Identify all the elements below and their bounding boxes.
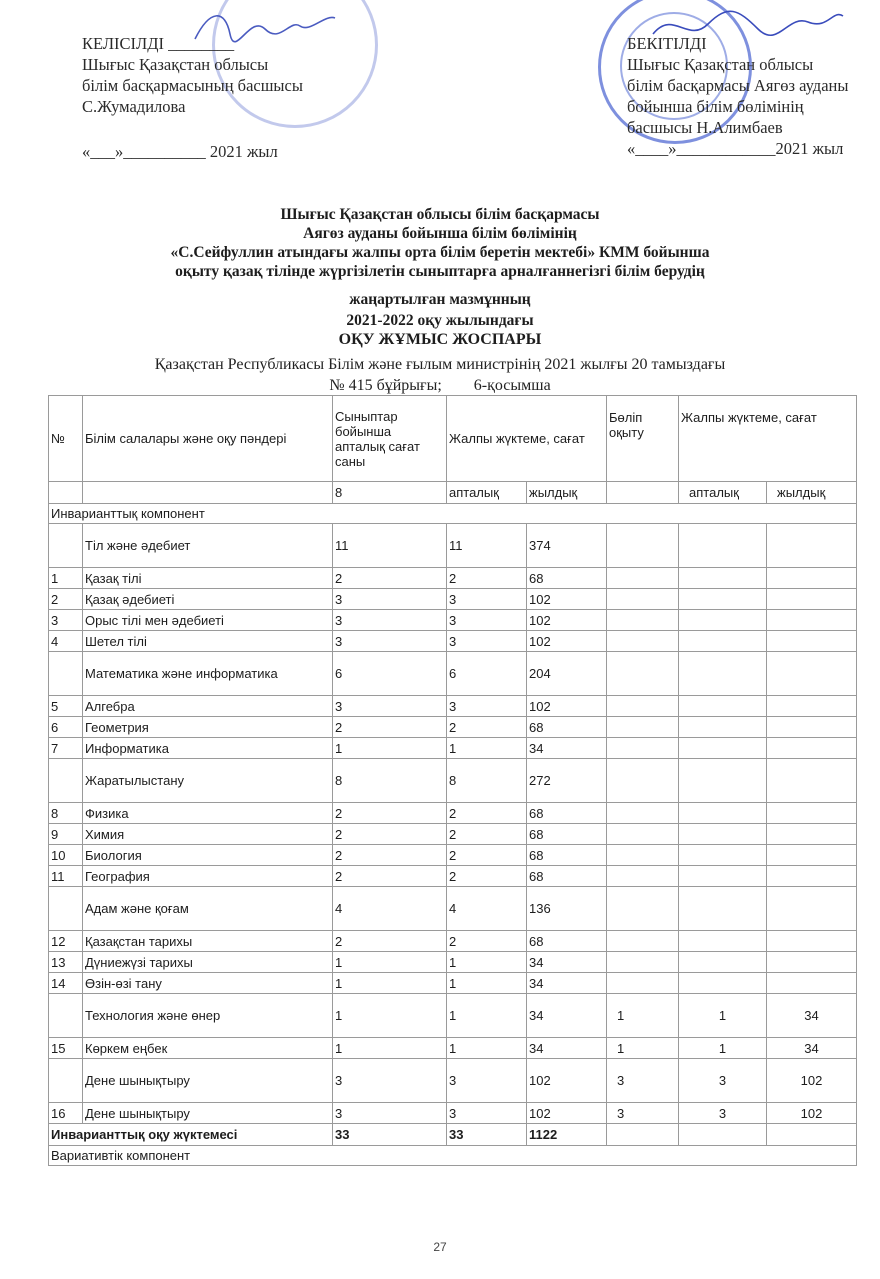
- invariant-label: Инварианттық компонент: [49, 504, 857, 524]
- row-split: [607, 589, 679, 610]
- row-weekly-2: 1: [679, 1038, 767, 1059]
- row-yearly: 34: [527, 973, 607, 994]
- row-weekly: 2: [447, 803, 527, 824]
- total-row: [49, 1124, 857, 1146]
- row-subject: Геометрия: [83, 717, 333, 738]
- row-yearly-2: [767, 524, 857, 568]
- variative-section-row: [49, 1146, 857, 1166]
- row-yearly-2: 34: [767, 994, 857, 1038]
- table-row: [49, 994, 857, 1038]
- row-grade8: 8: [333, 759, 447, 803]
- row-split: [607, 759, 679, 803]
- row-yearly: 34: [527, 952, 607, 973]
- row-weekly-2: [679, 652, 767, 696]
- row-yearly-2: [767, 738, 857, 759]
- row-yearly-2: [767, 652, 857, 696]
- row-grade8: 2: [333, 803, 447, 824]
- row-num: 2: [49, 589, 83, 610]
- row-yearly-2: [767, 610, 857, 631]
- row-yearly: 34: [527, 1038, 607, 1059]
- row-weekly-2: [679, 931, 767, 952]
- row-yearly: 68: [527, 931, 607, 952]
- row-yearly-2: [767, 952, 857, 973]
- row-grade8: 3: [333, 610, 447, 631]
- row-split: [607, 738, 679, 759]
- row-weekly: 3: [447, 610, 527, 631]
- subheader-weekly-2: апталық: [679, 482, 767, 504]
- row-yearly: 102: [527, 696, 607, 717]
- row-split: [607, 610, 679, 631]
- table-row: [49, 824, 857, 845]
- header-total-load: Жалпы жүктеме, сағат: [447, 396, 607, 482]
- row-yearly-2: [767, 759, 857, 803]
- total-grade8: 33: [333, 1124, 447, 1146]
- subheader-weekly: апталық: [447, 482, 527, 504]
- subtitle-line1: Қазақстан Республикасы Білім және ғылым министрінің 2021 жылғы 20 тамыздағы: [154, 356, 726, 373]
- row-weekly: 6: [447, 652, 527, 696]
- doc-title-line5: жаңартылған мазмұнның: [349, 291, 531, 308]
- row-yearly-2: 34: [767, 1038, 857, 1059]
- doc-title-line6: 2021-2022 оқу жылындағы: [346, 312, 534, 329]
- row-subject: Жаратылыстану: [83, 759, 333, 803]
- row-num: 4: [49, 631, 83, 652]
- row-weekly: 3: [447, 1103, 527, 1124]
- row-yearly-2: [767, 696, 857, 717]
- row-subject: Адам және қоғам: [83, 887, 333, 931]
- approval-right-line4: бойынша білім бөлімінің: [627, 97, 804, 116]
- row-weekly: 2: [447, 824, 527, 845]
- row-weekly-2: [679, 524, 767, 568]
- row-yearly: 102: [527, 1059, 607, 1103]
- row-yearly-2: [767, 631, 857, 652]
- row-num: 16: [49, 1103, 83, 1124]
- row-yearly: 34: [527, 738, 607, 759]
- row-subject: География: [83, 866, 333, 887]
- table-row: [49, 952, 857, 973]
- table-row: [49, 652, 857, 696]
- subheader-grade: 8: [333, 482, 447, 504]
- doc-title-line7: ОҚУ ЖҰМЫС ЖОСПАРЫ: [338, 331, 542, 348]
- row-weekly-2: [679, 824, 767, 845]
- row-grade8: 3: [333, 589, 447, 610]
- table-row: [49, 759, 857, 803]
- row-grade8: 3: [333, 631, 447, 652]
- row-weekly: 1: [447, 1038, 527, 1059]
- row-weekly-2: [679, 631, 767, 652]
- subtitle-line2: № 415 бұйрығы; 6-қосымша: [329, 377, 551, 394]
- row-weekly-2: [679, 717, 767, 738]
- row-grade8: 2: [333, 866, 447, 887]
- row-yearly: 102: [527, 631, 607, 652]
- row-yearly-2: 102: [767, 1059, 857, 1103]
- row-yearly: 102: [527, 1103, 607, 1124]
- row-yearly-2: [767, 931, 857, 952]
- row-yearly-2: 102: [767, 1103, 857, 1124]
- row-yearly: 272: [527, 759, 607, 803]
- row-grade8: 4: [333, 887, 447, 931]
- row-yearly-2: [767, 803, 857, 824]
- row-subject: Математика және информатика: [83, 652, 333, 696]
- row-weekly-2: [679, 866, 767, 887]
- row-weekly: 1: [447, 973, 527, 994]
- row-subject: Қазақ тілі: [83, 568, 333, 589]
- row-grade8: 2: [333, 931, 447, 952]
- row-split: [607, 568, 679, 589]
- row-yearly-2: [767, 717, 857, 738]
- row-split: [607, 631, 679, 652]
- table-row: [49, 568, 857, 589]
- row-weekly-2: 1: [679, 994, 767, 1038]
- row-grade8: 2: [333, 717, 447, 738]
- row-weekly-2: [679, 887, 767, 931]
- row-subject: Шетел тілі: [83, 631, 333, 652]
- table-row: [49, 717, 857, 738]
- table-row: [49, 866, 857, 887]
- row-yearly: 136: [527, 887, 607, 931]
- approval-left-line1: КЕЛІСІЛДІ ________: [82, 34, 235, 53]
- row-grade8: 3: [333, 1059, 447, 1103]
- approval-right-line1: БЕКІТІЛДІ: [627, 34, 707, 53]
- approval-left-line3: білім басқармасының басшысы: [82, 76, 303, 95]
- row-yearly: 374: [527, 524, 607, 568]
- table-row: [49, 589, 857, 610]
- doc-title-line4: оқыту қазақ тілінде жүргізілетін сыныптарға арналғаннегізгі білім берудің: [175, 263, 705, 280]
- row-split: [607, 652, 679, 696]
- row-weekly-2: 3: [679, 1103, 767, 1124]
- table-row: [49, 845, 857, 866]
- table-header-row: [49, 396, 857, 482]
- table-row: [49, 1059, 857, 1103]
- row-num: 9: [49, 824, 83, 845]
- row-yearly: 102: [527, 610, 607, 631]
- row-weekly-2: [679, 696, 767, 717]
- row-subject: Физика: [83, 803, 333, 824]
- row-weekly: 2: [447, 568, 527, 589]
- approval-right-line2: Шығыс Қазақстан облысы: [627, 55, 814, 74]
- approval-right-date: «____»____________2021 жыл: [627, 139, 844, 158]
- row-weekly-2: [679, 610, 767, 631]
- row-yearly-2: [767, 866, 857, 887]
- approval-left-line4: С.Жумадилова: [82, 97, 186, 116]
- row-grade8: 1: [333, 973, 447, 994]
- row-subject: Биология: [83, 845, 333, 866]
- row-yearly: 68: [527, 717, 607, 738]
- row-split: [607, 845, 679, 866]
- row-weekly-2: [679, 803, 767, 824]
- row-subject: Дене шынықтыру: [83, 1059, 333, 1103]
- row-num: 3: [49, 610, 83, 631]
- row-num: [49, 759, 83, 803]
- row-split: [607, 973, 679, 994]
- row-grade8: 1: [333, 994, 447, 1038]
- row-weekly-2: [679, 952, 767, 973]
- approval-right-line3: білім басқармасы Аягөз ауданы: [627, 76, 849, 95]
- header-total-load-2: Жалпы жүктеме, сағат: [679, 396, 857, 482]
- doc-title-line3: «С.Сейфуллин атындағы жалпы орта білім беретін мектебі» КММ бойынша: [170, 244, 710, 261]
- row-yearly-2: [767, 568, 857, 589]
- page-number: 27: [433, 1240, 447, 1254]
- table-row: [49, 1103, 857, 1124]
- row-num: 8: [49, 803, 83, 824]
- row-yearly: 68: [527, 845, 607, 866]
- row-split: 3: [607, 1059, 679, 1103]
- row-weekly: 3: [447, 1059, 527, 1103]
- table-row: [49, 610, 857, 631]
- row-split: 1: [607, 1038, 679, 1059]
- row-yearly-2: [767, 824, 857, 845]
- row-split: [607, 717, 679, 738]
- row-num: 11: [49, 866, 83, 887]
- row-num: 10: [49, 845, 83, 866]
- header-split: Бөліп оқыту: [607, 396, 679, 482]
- table-row: [49, 887, 857, 931]
- row-subject: Өзін-өзі тану: [83, 973, 333, 994]
- row-weekly: 3: [447, 696, 527, 717]
- row-weekly: 3: [447, 631, 527, 652]
- table-row: [49, 1038, 857, 1059]
- row-num: 15: [49, 1038, 83, 1059]
- table-row: [49, 524, 857, 568]
- row-grade8: 1: [333, 952, 447, 973]
- row-subject: Алгебра: [83, 696, 333, 717]
- row-weekly-2: [679, 973, 767, 994]
- row-weekly-2: [679, 759, 767, 803]
- row-weekly: 8: [447, 759, 527, 803]
- row-split: 1: [607, 994, 679, 1038]
- variative-label: Вариативтік компонент: [49, 1146, 857, 1166]
- row-subject: Технология және өнер: [83, 994, 333, 1038]
- row-yearly-2: [767, 845, 857, 866]
- row-split: 3: [607, 1103, 679, 1124]
- row-weekly: 1: [447, 994, 527, 1038]
- row-num: 14: [49, 973, 83, 994]
- approval-left-date: «___»__________ 2021 жыл: [82, 142, 278, 161]
- row-num: 6: [49, 717, 83, 738]
- row-weekly: 1: [447, 738, 527, 759]
- row-yearly: 68: [527, 866, 607, 887]
- total-yearly: 1122: [527, 1124, 607, 1146]
- row-grade8: 1: [333, 738, 447, 759]
- row-split: [607, 887, 679, 931]
- table-row: [49, 738, 857, 759]
- row-subject: Қазақ әдебиеті: [83, 589, 333, 610]
- row-subject: Орыс тілі мен әдебиеті: [83, 610, 333, 631]
- row-yearly-2: [767, 589, 857, 610]
- row-weekly: 11: [447, 524, 527, 568]
- row-weekly: 4: [447, 887, 527, 931]
- row-num: [49, 994, 83, 1038]
- row-num: 7: [49, 738, 83, 759]
- row-weekly: 2: [447, 866, 527, 887]
- row-subject: Дене шынықтыру: [83, 1103, 333, 1124]
- row-num: 5: [49, 696, 83, 717]
- row-weekly: 2: [447, 931, 527, 952]
- row-grade8: 2: [333, 845, 447, 866]
- row-grade8: 3: [333, 696, 447, 717]
- row-split: [607, 866, 679, 887]
- row-subject: Көркем еңбек: [83, 1038, 333, 1059]
- row-subject: Информатика: [83, 738, 333, 759]
- row-yearly-2: [767, 973, 857, 994]
- row-subject: Тіл және әдебиет: [83, 524, 333, 568]
- row-yearly: 68: [527, 824, 607, 845]
- subheader-yearly: жылдық: [527, 482, 607, 504]
- invariant-section-row: [49, 504, 857, 524]
- row-num: [49, 524, 83, 568]
- table-row: [49, 696, 857, 717]
- row-num: [49, 887, 83, 931]
- approval-right-line5: басшысы Н.Алимбаев: [627, 118, 783, 137]
- row-weekly-2: 3: [679, 1059, 767, 1103]
- row-split: [607, 824, 679, 845]
- approval-right: [627, 33, 877, 159]
- row-subject: Қазақстан тарихы: [83, 931, 333, 952]
- row-weekly-2: [679, 568, 767, 589]
- row-split: [607, 952, 679, 973]
- total-label: Инварианттық оқу жүктемесі: [49, 1124, 333, 1146]
- curriculum-table: [48, 395, 857, 1166]
- total-weekly: 33: [447, 1124, 527, 1146]
- doc-title-line1: Шығыс Қазақстан облысы білім басқармасы: [280, 206, 600, 223]
- row-grade8: 11: [333, 524, 447, 568]
- row-grade8: 6: [333, 652, 447, 696]
- approval-left-line2: Шығыс Қазақстан облысы: [82, 55, 269, 74]
- row-weekly: 3: [447, 589, 527, 610]
- table-row: [49, 973, 857, 994]
- header-weekly-hours: Сыныптар бойынша апталық сағат саны: [333, 396, 447, 482]
- row-num: 1: [49, 568, 83, 589]
- table-subheader-row: [49, 482, 857, 504]
- table-row: [49, 931, 857, 952]
- row-subject: Дүниежүзі тарихы: [83, 952, 333, 973]
- row-yearly: 204: [527, 652, 607, 696]
- row-yearly-2: [767, 887, 857, 931]
- table-row: [49, 631, 857, 652]
- subheader-yearly-2: жылдық: [767, 482, 857, 504]
- row-num: 13: [49, 952, 83, 973]
- row-yearly: 102: [527, 589, 607, 610]
- row-grade8: 1: [333, 1038, 447, 1059]
- row-weekly: 2: [447, 845, 527, 866]
- row-weekly: 2: [447, 717, 527, 738]
- row-weekly-2: [679, 589, 767, 610]
- row-grade8: 3: [333, 1103, 447, 1124]
- row-num: [49, 652, 83, 696]
- header-subjects: Білім салалары және оқу пәндері: [83, 396, 333, 482]
- row-subject: Химия: [83, 824, 333, 845]
- header-num: №: [49, 396, 83, 482]
- row-split: [607, 696, 679, 717]
- row-weekly: 1: [447, 952, 527, 973]
- row-yearly: 68: [527, 803, 607, 824]
- row-grade8: 2: [333, 568, 447, 589]
- table-row: [49, 803, 857, 824]
- doc-title-line2: Аягөз ауданы бойынша білім бөлімінің: [303, 225, 577, 242]
- row-yearly: 34: [527, 994, 607, 1038]
- row-num: [49, 1059, 83, 1103]
- row-num: 12: [49, 931, 83, 952]
- approval-left: [82, 33, 303, 162]
- row-weekly-2: [679, 845, 767, 866]
- row-split: [607, 803, 679, 824]
- row-yearly: 68: [527, 568, 607, 589]
- row-split: [607, 524, 679, 568]
- row-weekly-2: [679, 738, 767, 759]
- row-split: [607, 931, 679, 952]
- row-grade8: 2: [333, 824, 447, 845]
